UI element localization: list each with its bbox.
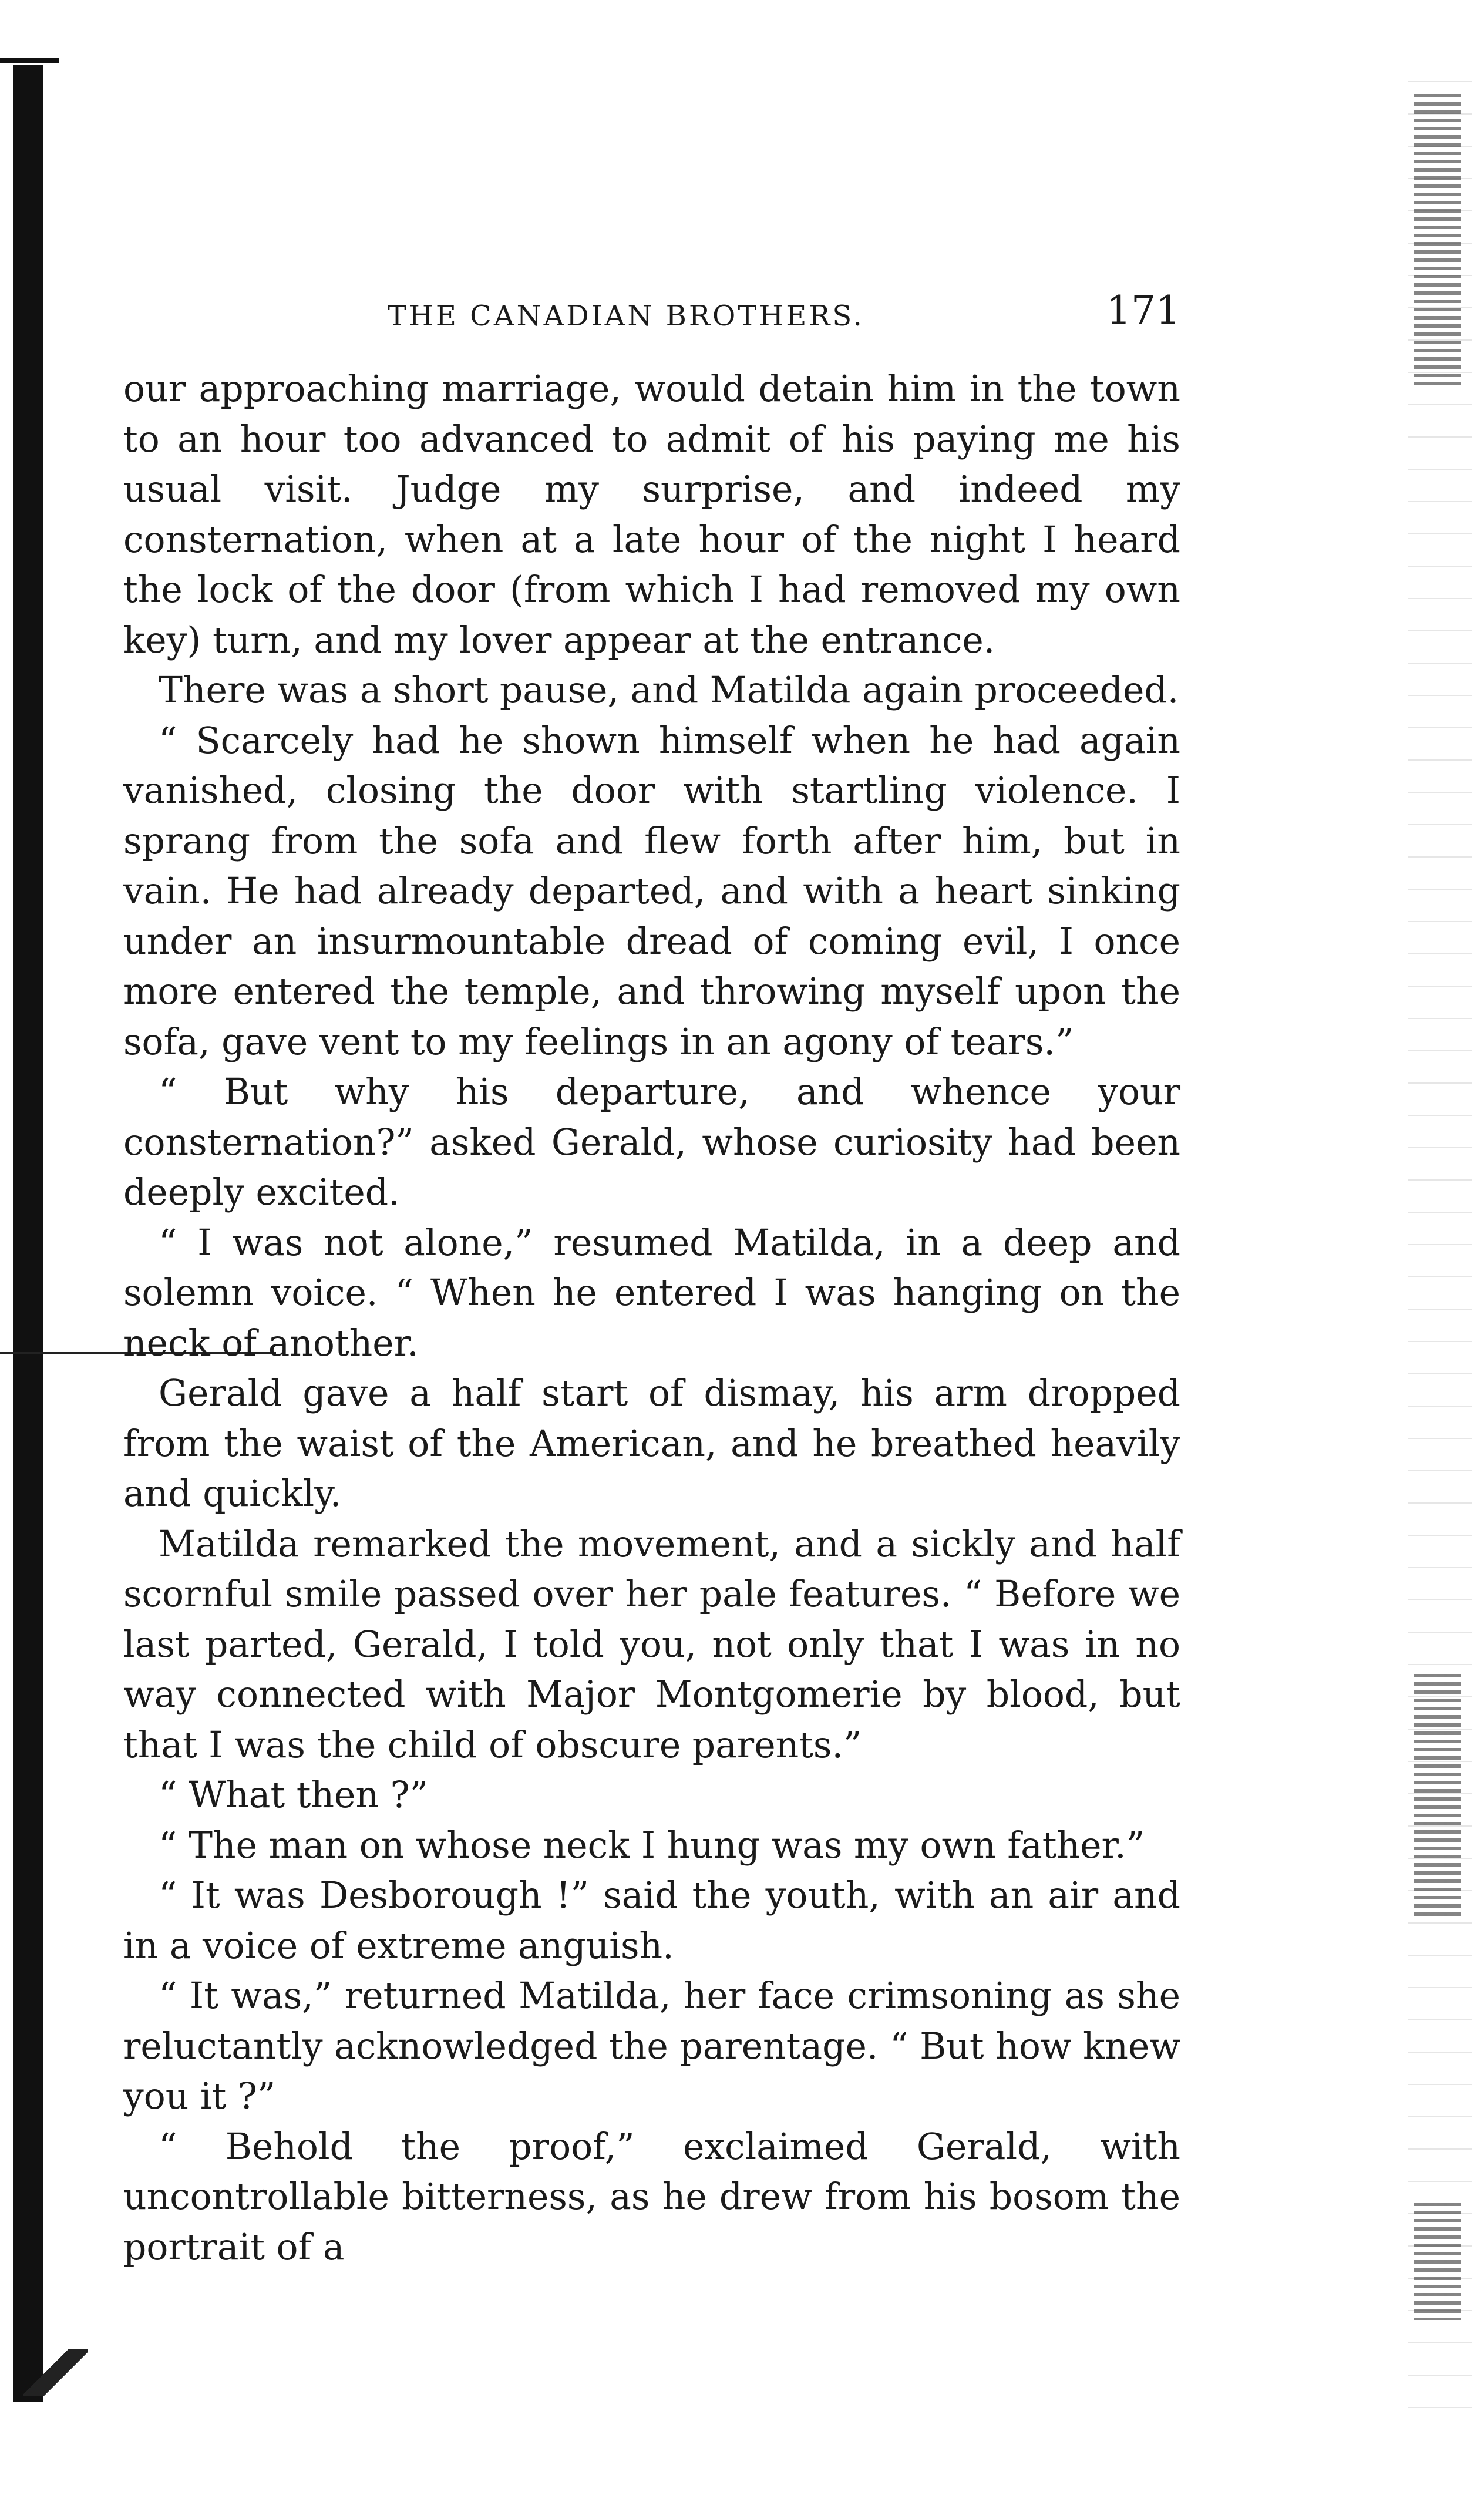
paragraph: Gerald gave a half start of dismay, his arm dropped from the waist of the American, and he breathed heavily and quickly. (123, 1372, 1180, 1515)
paragraph: “ I was not alone,” resumed Matilda, in a deep and solemn voice. “ When he entered I was hanging on the neck of another. (123, 1221, 1180, 1364)
paragraph: “ It was,” returned Matilda, her face crimsoning as she reluctantly acknowledged the parentage. “ But how knew you it ?” (123, 1975, 1180, 2117)
running-head: THE CANADIAN BROTHERS. (388, 300, 864, 332)
paragraph: “ What then ?” (159, 1774, 429, 1816)
page-edge-stain (1414, 2203, 1461, 2320)
body-text (123, 364, 1180, 2272)
paragraph: “ Scarcely had he shown himself when he had again vanished, closing the door with startling violence. I sprang from the sofa and flew forth after him, but in vain. He had already departed, and with a heart sinking under an insurmountable dread of coming evil, I once more entered the temple, and throwing myself upon the sofa, gave vent to my feelings in an agony of tears.” (123, 719, 1180, 1063)
paragraph: “ But why his departure, and whence your consternation?” asked Gerald, whose curiosity had been deeply excited. (123, 1071, 1180, 1213)
page-edge-noise (1408, 70, 1472, 2408)
paragraph: There was a short pause, and Matilda again proceeded. (159, 669, 1179, 711)
binding-shadow (13, 65, 43, 2402)
page-header (123, 288, 1180, 347)
paragraph: our approaching marriage, would detain him in the town to an hour too advanced to admit of his paying me his usual visit. Judge my surprise, and indeed my consternation, when at a late hour of the night I heard the lock of the door (from which I had removed my own key) turn, and my lover appear at the entrance. (123, 368, 1180, 661)
page-edge-stain (1414, 94, 1461, 388)
paragraph: Matilda remarked the movement, and a sickly and half scornful smile passed over her pale features. “ Before we last parted, Gerald, I told you, not only that I was in no way connected with Major Montgomerie by blood, but that I was the child of obscure parents.” (123, 1522, 1180, 1766)
paragraph: “ It was Desborough !” said the youth, with an air and in a voice of extreme anguish. (123, 1874, 1180, 1967)
page-edge-stain (1414, 1674, 1461, 1921)
binding-corner-mark (23, 2349, 88, 2396)
paragraph: “ Behold the proof,” exclaimed Gerald, with uncontrollable bitterness, as he drew from his bosom the portrait of a (123, 2125, 1180, 2268)
page-number: 171 (1106, 288, 1180, 333)
binding-edge-tick (0, 58, 59, 63)
paragraph: “ The man on whose neck I hung was my own father.” (159, 1824, 1145, 1867)
